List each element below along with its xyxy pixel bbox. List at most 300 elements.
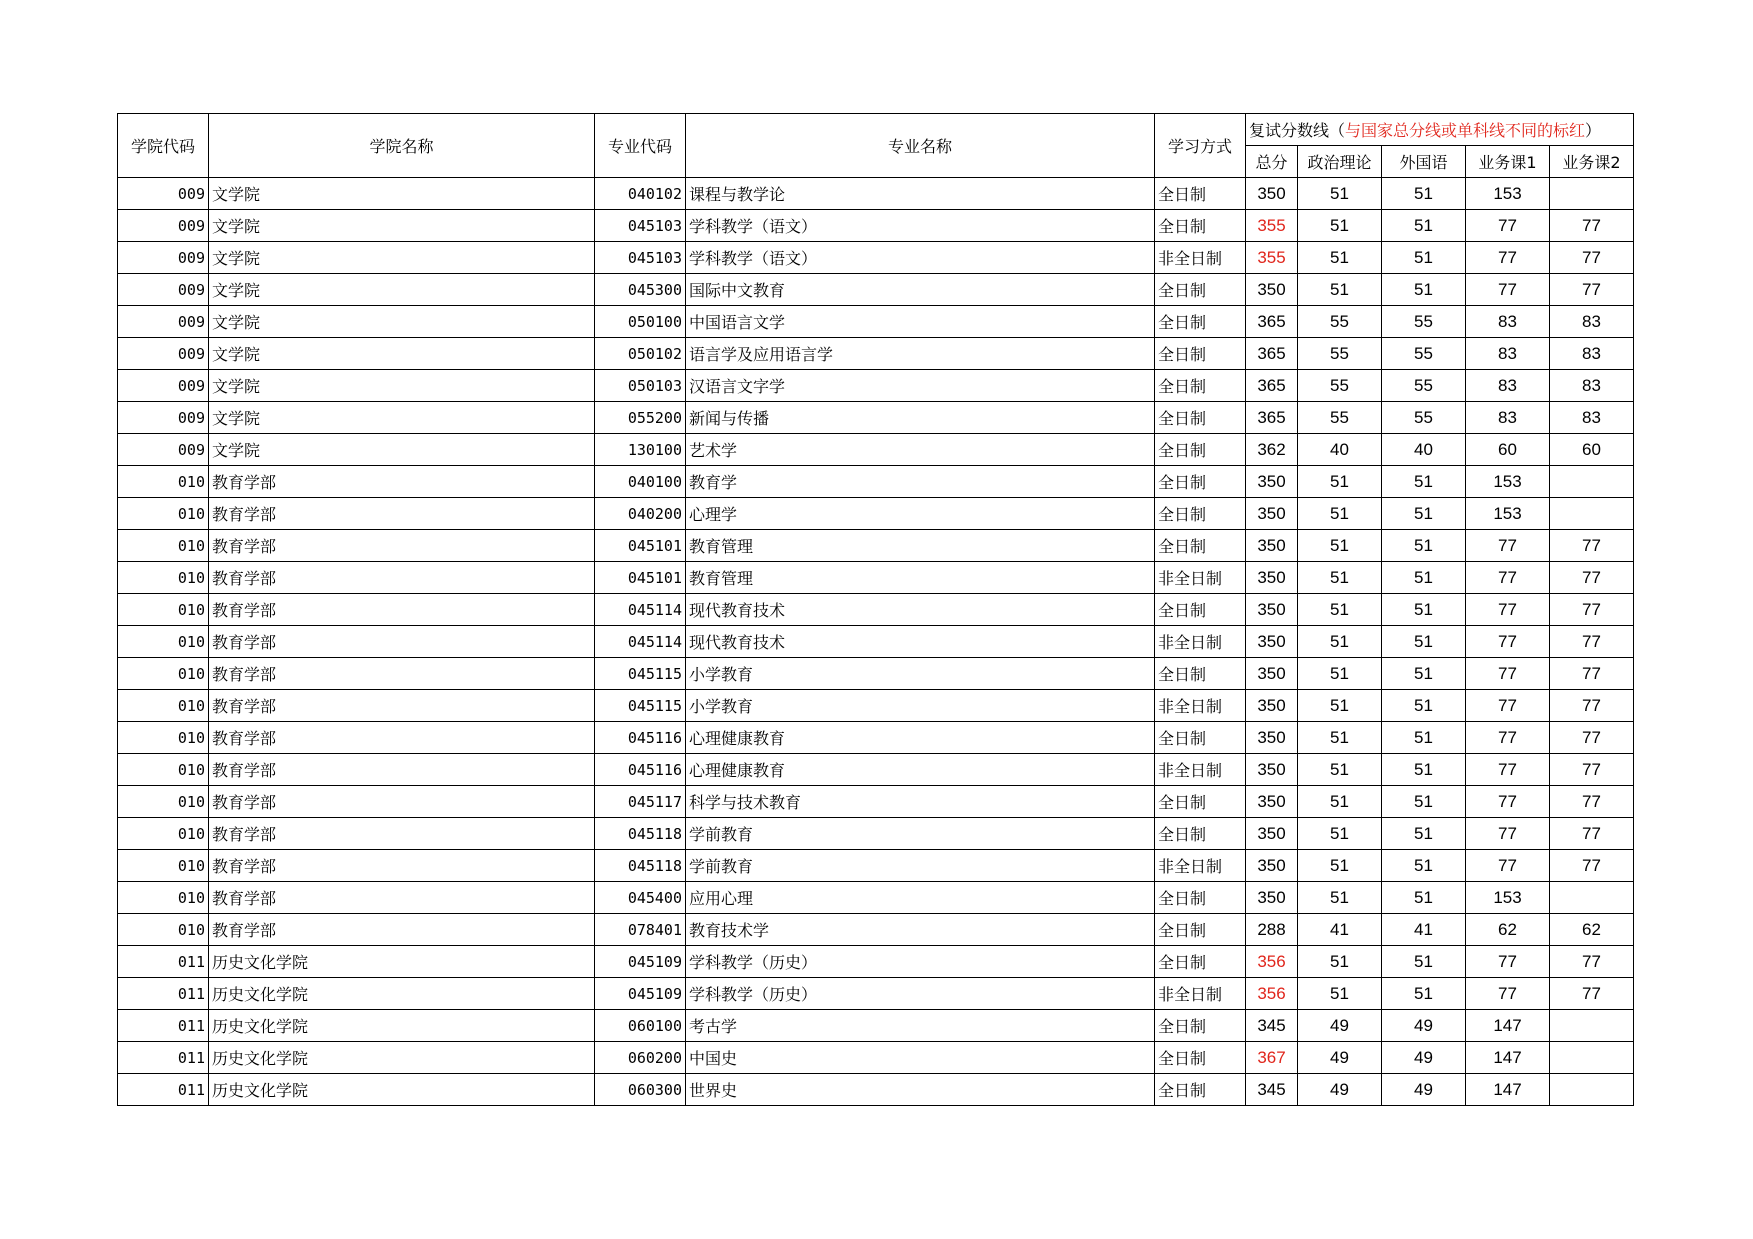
cell-politics: 51 (1298, 658, 1382, 690)
cell-major-name: 国际中文教育 (686, 274, 1155, 306)
table-row (118, 402, 1634, 434)
table-row (118, 978, 1634, 1010)
cell-politics: 51 (1298, 786, 1382, 818)
cell-foreign-language: 51 (1382, 978, 1466, 1010)
cell-course-1: 153 (1466, 882, 1550, 914)
cell-course-2 (1550, 466, 1634, 498)
table-row (118, 242, 1634, 274)
table-body (118, 178, 1634, 1106)
cell-politics: 41 (1298, 914, 1382, 946)
cell-college-code: 009 (118, 178, 209, 210)
table-row (118, 658, 1634, 690)
cell-total: 350 (1246, 178, 1298, 210)
header-major-name: 专业名称 (686, 114, 1155, 178)
cell-college-name: 历史文化学院 (209, 1042, 595, 1074)
cell-major-name: 课程与教学论 (686, 178, 1155, 210)
table-row (118, 498, 1634, 530)
cell-politics: 55 (1298, 370, 1382, 402)
cell-course-1: 153 (1466, 466, 1550, 498)
cell-politics: 49 (1298, 1074, 1382, 1106)
cell-major-code: 060100 (595, 1010, 686, 1042)
cell-total: 288 (1246, 914, 1298, 946)
cell-politics: 55 (1298, 306, 1382, 338)
cell-course-1: 77 (1466, 210, 1550, 242)
table-row (118, 594, 1634, 626)
cell-study-mode: 全日制 (1155, 1074, 1246, 1106)
cell-major-name: 教育管理 (686, 530, 1155, 562)
cell-course-1: 83 (1466, 402, 1550, 434)
cell-major-name: 学前教育 (686, 850, 1155, 882)
cell-college-name: 教育学部 (209, 594, 595, 626)
cell-course-1: 77 (1466, 658, 1550, 690)
cell-course-2: 83 (1550, 402, 1634, 434)
cell-course-1: 77 (1466, 786, 1550, 818)
cell-course-1: 77 (1466, 946, 1550, 978)
table-row (118, 914, 1634, 946)
cell-course-1: 147 (1466, 1074, 1550, 1106)
cell-major-code: 050102 (595, 338, 686, 370)
cell-college-name: 文学院 (209, 274, 595, 306)
cell-major-name: 学科教学（历史） (686, 978, 1155, 1010)
cell-foreign-language: 55 (1382, 306, 1466, 338)
cell-college-code: 010 (118, 818, 209, 850)
cell-politics: 51 (1298, 274, 1382, 306)
score-line-title: 复试分数线 (1249, 121, 1330, 140)
cell-college-name: 教育学部 (209, 626, 595, 658)
table-row (118, 562, 1634, 594)
cell-course-2: 62 (1550, 914, 1634, 946)
cell-college-name: 教育学部 (209, 754, 595, 786)
cell-foreign-language: 51 (1382, 178, 1466, 210)
header-college-name: 学院名称 (209, 114, 595, 178)
cell-study-mode: 全日制 (1155, 434, 1246, 466)
cell-course-2: 77 (1550, 850, 1634, 882)
cell-total: 350 (1246, 626, 1298, 658)
cell-total: 367 (1246, 1042, 1298, 1074)
cell-college-code: 009 (118, 242, 209, 274)
cell-course-1: 83 (1466, 306, 1550, 338)
cell-course-2 (1550, 178, 1634, 210)
cell-college-name: 教育学部 (209, 562, 595, 594)
cell-total: 350 (1246, 850, 1298, 882)
cell-college-code: 010 (118, 914, 209, 946)
cell-college-code: 010 (118, 530, 209, 562)
cell-politics: 40 (1298, 434, 1382, 466)
cell-total: 350 (1246, 690, 1298, 722)
cell-foreign-language: 41 (1382, 914, 1466, 946)
cell-major-name: 教育技术学 (686, 914, 1155, 946)
cell-major-code: 060200 (595, 1042, 686, 1074)
cell-foreign-language: 51 (1382, 658, 1466, 690)
cell-course-2: 77 (1550, 786, 1634, 818)
cell-course-1: 77 (1466, 626, 1550, 658)
cell-major-name: 小学教育 (686, 690, 1155, 722)
cell-course-1: 77 (1466, 594, 1550, 626)
cell-major-name: 心理学 (686, 498, 1155, 530)
cell-foreign-language: 51 (1382, 754, 1466, 786)
cell-foreign-language: 51 (1382, 626, 1466, 658)
cell-course-2: 77 (1550, 946, 1634, 978)
cell-course-2: 77 (1550, 274, 1634, 306)
cell-foreign-language: 40 (1382, 434, 1466, 466)
header-foreign-language: 外国语 (1382, 146, 1466, 178)
cell-foreign-language: 51 (1382, 530, 1466, 562)
cell-major-name: 新闻与传播 (686, 402, 1155, 434)
cell-major-code: 045103 (595, 210, 686, 242)
cell-course-1: 77 (1466, 274, 1550, 306)
cell-major-code: 045118 (595, 850, 686, 882)
cell-foreign-language: 55 (1382, 402, 1466, 434)
cell-major-code: 045116 (595, 754, 686, 786)
cell-major-code: 050103 (595, 370, 686, 402)
cell-college-name: 教育学部 (209, 690, 595, 722)
cell-college-name: 历史文化学院 (209, 1010, 595, 1042)
cell-study-mode: 全日制 (1155, 402, 1246, 434)
cell-course-1: 77 (1466, 242, 1550, 274)
cell-major-name: 科学与技术教育 (686, 786, 1155, 818)
cell-politics: 51 (1298, 178, 1382, 210)
cell-foreign-language: 51 (1382, 786, 1466, 818)
cell-total: 365 (1246, 402, 1298, 434)
cell-college-code: 011 (118, 946, 209, 978)
cell-major-name: 中国史 (686, 1042, 1155, 1074)
cell-college-name: 教育学部 (209, 786, 595, 818)
cell-college-name: 教育学部 (209, 466, 595, 498)
cell-major-code: 130100 (595, 434, 686, 466)
cell-politics: 51 (1298, 594, 1382, 626)
table-row (118, 850, 1634, 882)
cell-foreign-language: 55 (1382, 338, 1466, 370)
cell-total: 362 (1246, 434, 1298, 466)
cell-college-code: 010 (118, 466, 209, 498)
cell-politics: 55 (1298, 402, 1382, 434)
cell-course-1: 77 (1466, 562, 1550, 594)
cell-study-mode: 全日制 (1155, 466, 1246, 498)
cell-study-mode: 全日制 (1155, 1042, 1246, 1074)
cell-politics: 49 (1298, 1042, 1382, 1074)
table-row (118, 946, 1634, 978)
cell-politics: 51 (1298, 946, 1382, 978)
table-row (118, 210, 1634, 242)
cell-college-name: 文学院 (209, 338, 595, 370)
cell-college-code: 009 (118, 274, 209, 306)
cell-study-mode: 非全日制 (1155, 978, 1246, 1010)
cell-major-code: 045114 (595, 626, 686, 658)
cell-college-code: 010 (118, 786, 209, 818)
cell-study-mode: 全日制 (1155, 594, 1246, 626)
cell-major-name: 应用心理 (686, 882, 1155, 914)
cell-college-code: 010 (118, 754, 209, 786)
score-line-note-open: （ (1329, 121, 1346, 140)
cell-course-2: 77 (1550, 690, 1634, 722)
cell-major-name: 艺术学 (686, 434, 1155, 466)
table-row (118, 818, 1634, 850)
cell-study-mode: 全日制 (1155, 786, 1246, 818)
cell-course-2: 77 (1550, 594, 1634, 626)
cell-course-2: 60 (1550, 434, 1634, 466)
cell-foreign-language: 49 (1382, 1010, 1466, 1042)
cell-college-code: 010 (118, 626, 209, 658)
cell-total: 365 (1246, 370, 1298, 402)
table-row (118, 530, 1634, 562)
cell-course-2 (1550, 1074, 1634, 1106)
cell-major-name: 汉语言文字学 (686, 370, 1155, 402)
cell-major-code: 045117 (595, 786, 686, 818)
header-total: 总分 (1246, 146, 1298, 178)
cell-total: 350 (1246, 530, 1298, 562)
cell-study-mode: 全日制 (1155, 338, 1246, 370)
cell-major-code: 045400 (595, 882, 686, 914)
table-row (118, 786, 1634, 818)
table-row (118, 466, 1634, 498)
cell-college-name: 教育学部 (209, 498, 595, 530)
header-score-line-group (1246, 114, 1634, 146)
cell-total: 350 (1246, 754, 1298, 786)
cell-major-name: 教育学 (686, 466, 1155, 498)
header-major-code: 专业代码 (595, 114, 686, 178)
cell-study-mode: 非全日制 (1155, 754, 1246, 786)
cell-major-code: 045101 (595, 562, 686, 594)
table-row (118, 626, 1634, 658)
score-line-table (117, 113, 1634, 1106)
cell-course-1: 77 (1466, 978, 1550, 1010)
cell-college-name: 文学院 (209, 210, 595, 242)
cell-total: 350 (1246, 466, 1298, 498)
score-line-note-close: ） (1585, 121, 1602, 140)
cell-total: 355 (1246, 242, 1298, 274)
cell-major-name: 现代教育技术 (686, 594, 1155, 626)
cell-total: 350 (1246, 562, 1298, 594)
table-row (118, 178, 1634, 210)
cell-politics: 51 (1298, 626, 1382, 658)
cell-college-name: 历史文化学院 (209, 1074, 595, 1106)
cell-major-code: 045300 (595, 274, 686, 306)
cell-foreign-language: 51 (1382, 466, 1466, 498)
cell-study-mode: 非全日制 (1155, 562, 1246, 594)
cell-study-mode: 全日制 (1155, 306, 1246, 338)
cell-college-code: 010 (118, 722, 209, 754)
header-course-1: 业务课1 (1466, 146, 1550, 178)
cell-course-2: 77 (1550, 530, 1634, 562)
cell-study-mode: 全日制 (1155, 658, 1246, 690)
cell-college-code: 009 (118, 306, 209, 338)
cell-total: 350 (1246, 818, 1298, 850)
cell-foreign-language: 51 (1382, 498, 1466, 530)
table-row (118, 274, 1634, 306)
cell-major-name: 考古学 (686, 1010, 1155, 1042)
cell-politics: 55 (1298, 338, 1382, 370)
cell-course-1: 77 (1466, 530, 1550, 562)
cell-study-mode: 非全日制 (1155, 626, 1246, 658)
cell-foreign-language: 51 (1382, 946, 1466, 978)
table-row (118, 434, 1634, 466)
cell-course-2: 77 (1550, 722, 1634, 754)
cell-major-code: 045114 (595, 594, 686, 626)
cell-foreign-language: 51 (1382, 274, 1466, 306)
cell-college-code: 009 (118, 402, 209, 434)
cell-total: 355 (1246, 210, 1298, 242)
cell-total: 350 (1246, 594, 1298, 626)
cell-college-code: 010 (118, 594, 209, 626)
cell-total: 350 (1246, 658, 1298, 690)
cell-course-2: 77 (1550, 562, 1634, 594)
table-row (118, 338, 1634, 370)
cell-total: 345 (1246, 1010, 1298, 1042)
cell-major-code: 040102 (595, 178, 686, 210)
cell-major-name: 学前教育 (686, 818, 1155, 850)
cell-politics: 51 (1298, 818, 1382, 850)
cell-total: 350 (1246, 274, 1298, 306)
cell-foreign-language: 51 (1382, 818, 1466, 850)
cell-course-2 (1550, 1010, 1634, 1042)
cell-course-2: 83 (1550, 306, 1634, 338)
cell-study-mode: 全日制 (1155, 370, 1246, 402)
cell-study-mode: 全日制 (1155, 818, 1246, 850)
cell-major-code: 040100 (595, 466, 686, 498)
cell-major-name: 学科教学（历史） (686, 946, 1155, 978)
cell-course-2: 83 (1550, 338, 1634, 370)
cell-politics: 49 (1298, 1010, 1382, 1042)
cell-college-name: 文学院 (209, 242, 595, 274)
cell-total: 356 (1246, 978, 1298, 1010)
cell-college-name: 文学院 (209, 370, 595, 402)
cell-study-mode: 全日制 (1155, 498, 1246, 530)
cell-course-1: 147 (1466, 1042, 1550, 1074)
cell-foreign-language: 51 (1382, 690, 1466, 722)
cell-major-name: 中国语言文学 (686, 306, 1155, 338)
cell-major-code: 045115 (595, 690, 686, 722)
cell-college-name: 教育学部 (209, 850, 595, 882)
cell-course-1: 153 (1466, 498, 1550, 530)
cell-course-1: 60 (1466, 434, 1550, 466)
cell-college-name: 文学院 (209, 178, 595, 210)
cell-foreign-language: 51 (1382, 562, 1466, 594)
cell-foreign-language: 51 (1382, 882, 1466, 914)
cell-college-name: 文学院 (209, 434, 595, 466)
cell-college-code: 011 (118, 1042, 209, 1074)
cell-college-code: 011 (118, 1010, 209, 1042)
cell-course-1: 153 (1466, 178, 1550, 210)
table-row (118, 882, 1634, 914)
cell-study-mode: 全日制 (1155, 178, 1246, 210)
cell-study-mode: 全日制 (1155, 210, 1246, 242)
cell-foreign-language: 51 (1382, 722, 1466, 754)
table-row (118, 306, 1634, 338)
cell-course-2: 77 (1550, 818, 1634, 850)
cell-major-code: 055200 (595, 402, 686, 434)
table-row (118, 1042, 1634, 1074)
cell-foreign-language: 51 (1382, 242, 1466, 274)
score-line-note: 与国家总分线或单科线不同的标红 (1345, 121, 1586, 140)
cell-major-name: 心理健康教育 (686, 722, 1155, 754)
cell-college-name: 教育学部 (209, 914, 595, 946)
cell-politics: 51 (1298, 978, 1382, 1010)
cell-study-mode: 全日制 (1155, 946, 1246, 978)
cell-college-code: 009 (118, 370, 209, 402)
cell-course-1: 62 (1466, 914, 1550, 946)
cell-politics: 51 (1298, 722, 1382, 754)
cell-course-2: 77 (1550, 978, 1634, 1010)
cell-major-code: 045103 (595, 242, 686, 274)
cell-course-1: 77 (1466, 850, 1550, 882)
cell-study-mode: 非全日制 (1155, 850, 1246, 882)
cell-course-1: 77 (1466, 818, 1550, 850)
cell-course-2: 77 (1550, 626, 1634, 658)
cell-course-1: 83 (1466, 370, 1550, 402)
cell-politics: 51 (1298, 850, 1382, 882)
cell-total: 365 (1246, 306, 1298, 338)
table-row (118, 370, 1634, 402)
cell-course-2 (1550, 498, 1634, 530)
header-college-code: 学院代码 (118, 114, 209, 178)
cell-total: 350 (1246, 882, 1298, 914)
cell-college-code: 009 (118, 210, 209, 242)
cell-college-code: 010 (118, 562, 209, 594)
cell-college-code: 010 (118, 658, 209, 690)
cell-college-code: 010 (118, 850, 209, 882)
cell-foreign-language: 51 (1382, 850, 1466, 882)
cell-college-name: 历史文化学院 (209, 978, 595, 1010)
cell-course-1: 77 (1466, 754, 1550, 786)
cell-foreign-language: 51 (1382, 594, 1466, 626)
table-row (118, 1074, 1634, 1106)
cell-college-code: 010 (118, 498, 209, 530)
cell-major-name: 语言学及应用语言学 (686, 338, 1155, 370)
cell-college-name: 教育学部 (209, 658, 595, 690)
cell-politics: 51 (1298, 466, 1382, 498)
cell-foreign-language: 55 (1382, 370, 1466, 402)
cell-foreign-language: 49 (1382, 1042, 1466, 1074)
cell-college-code: 010 (118, 690, 209, 722)
cell-study-mode: 全日制 (1155, 914, 1246, 946)
cell-college-code: 011 (118, 978, 209, 1010)
cell-course-1: 147 (1466, 1010, 1550, 1042)
cell-major-code: 045101 (595, 530, 686, 562)
cell-college-name: 教育学部 (209, 818, 595, 850)
cell-study-mode: 非全日制 (1155, 690, 1246, 722)
cell-college-name: 历史文化学院 (209, 946, 595, 978)
cell-major-name: 学科教学（语文） (686, 242, 1155, 274)
header-row-top (118, 114, 1634, 146)
cell-course-2: 77 (1550, 242, 1634, 274)
header-politics: 政治理论 (1298, 146, 1382, 178)
cell-politics: 51 (1298, 210, 1382, 242)
cell-study-mode: 全日制 (1155, 274, 1246, 306)
cell-politics: 51 (1298, 562, 1382, 594)
cell-college-code: 009 (118, 338, 209, 370)
cell-politics: 51 (1298, 690, 1382, 722)
cell-major-code: 060300 (595, 1074, 686, 1106)
cell-course-2 (1550, 1042, 1634, 1074)
cell-college-name: 教育学部 (209, 722, 595, 754)
table-row (118, 722, 1634, 754)
cell-college-name: 教育学部 (209, 530, 595, 562)
cell-total: 356 (1246, 946, 1298, 978)
cell-major-code: 050100 (595, 306, 686, 338)
cell-college-name: 教育学部 (209, 882, 595, 914)
cell-course-2: 83 (1550, 370, 1634, 402)
cell-major-code: 045118 (595, 818, 686, 850)
cell-foreign-language: 49 (1382, 1074, 1466, 1106)
cell-course-1: 77 (1466, 722, 1550, 754)
cell-course-1: 83 (1466, 338, 1550, 370)
cell-major-code: 045115 (595, 658, 686, 690)
cell-total: 365 (1246, 338, 1298, 370)
table-row (118, 690, 1634, 722)
cell-course-2: 77 (1550, 754, 1634, 786)
cell-foreign-language: 51 (1382, 210, 1466, 242)
header-course-2: 业务课2 (1550, 146, 1634, 178)
